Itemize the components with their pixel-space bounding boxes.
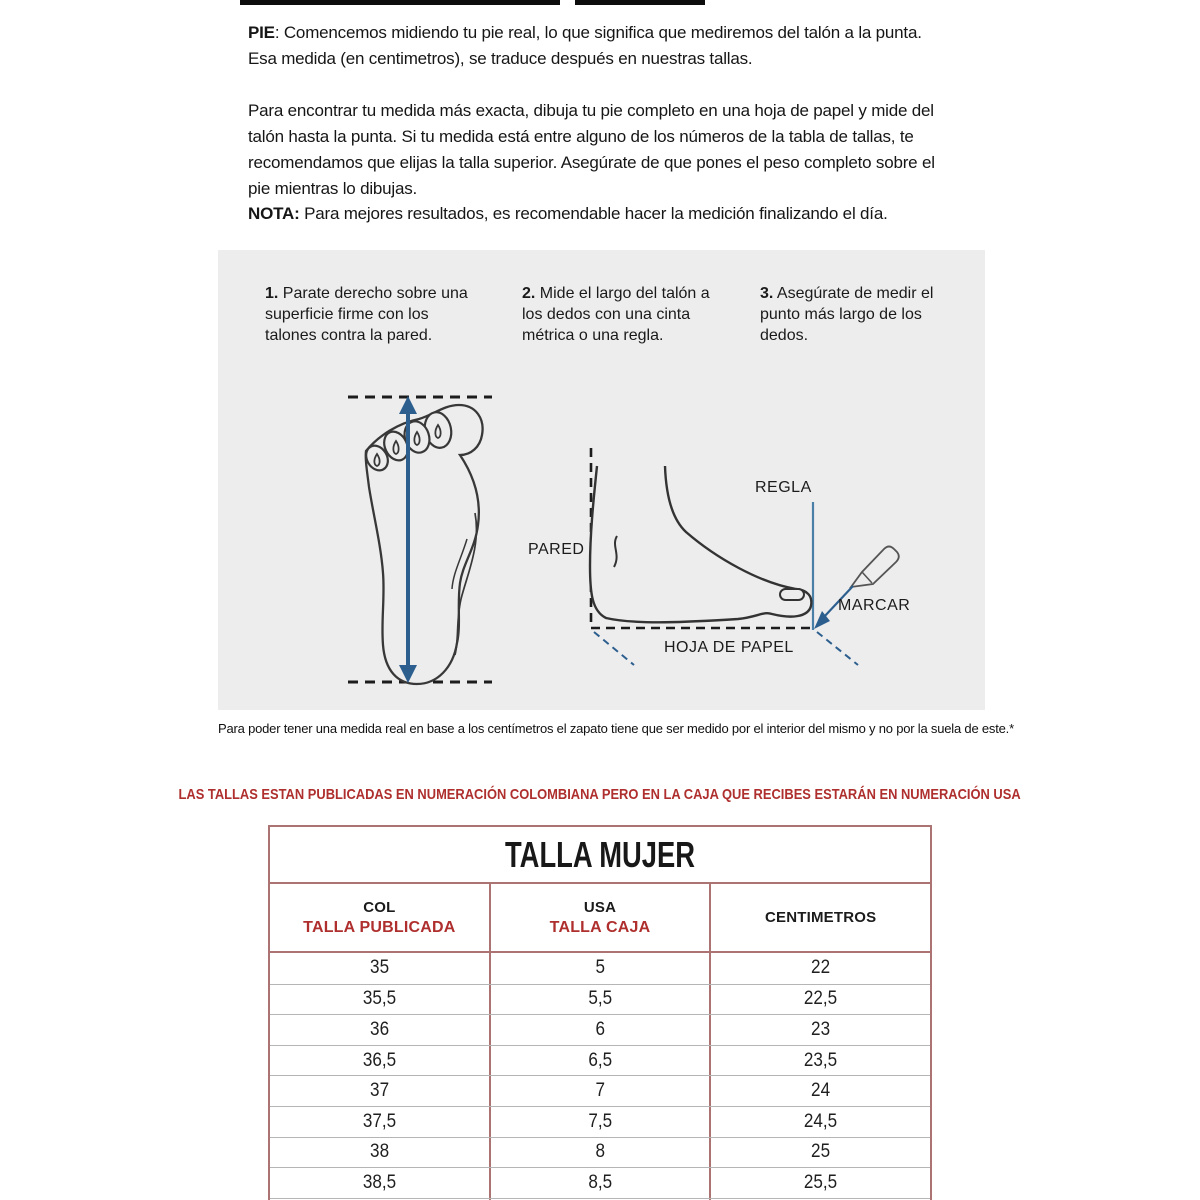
- cell-cm: 23,5: [709, 1046, 930, 1076]
- measurement-guide-panel: [218, 250, 985, 710]
- cell-col: 38,5: [362, 1171, 396, 1193]
- nota-label: NOTA:: [248, 204, 300, 223]
- footnote-text: Para poder tener una medida real en base a los centímetros el zapato tiene que ser medido por el interior del mismo y no por la suela de este.*: [218, 721, 1014, 736]
- cell-cm: 25,5: [709, 1168, 930, 1198]
- cropped-heading-bar-2: [575, 0, 705, 5]
- cell-col: 37: [369, 1080, 389, 1102]
- header-col-line1: COL: [363, 898, 396, 916]
- regla-label: REGLA: [755, 479, 812, 496]
- header-centimetros-line1: CENTIMETROS: [764, 909, 877, 926]
- cell-cm: 23: [709, 1015, 930, 1045]
- table-row: [270, 1075, 930, 1106]
- size-table-title-text: TALLA MUJER: [504, 833, 695, 875]
- step-1-text: Parate derecho sobre una superficie firme con los talones contra la pared.: [265, 285, 468, 344]
- table-row: [270, 1045, 930, 1076]
- cell-col: 36,5: [362, 1049, 396, 1071]
- cell-usa: 8,5: [489, 1168, 710, 1198]
- header-usa-line2: TALLA CAJA: [549, 918, 651, 936]
- cell-cm: 25: [709, 1138, 930, 1168]
- table-row: [270, 1137, 930, 1168]
- nota-text: Para mejores resultados, es recomendable hacer la medición finalizando el día.: [299, 204, 888, 223]
- cell-usa: 7: [489, 1076, 710, 1106]
- cropped-heading-bar: [240, 0, 560, 5]
- header-col: [270, 884, 489, 951]
- step-3: [760, 283, 938, 346]
- marcar-label: MARCAR: [838, 597, 911, 614]
- cell-usa: 6,5: [489, 1046, 710, 1076]
- header-col-line2: TALLA PUBLICADA: [303, 918, 456, 936]
- cell-cm: 22: [709, 953, 930, 984]
- size-table-header: [270, 884, 930, 953]
- table-row: [270, 1106, 930, 1137]
- cell-usa: 7,5: [489, 1107, 710, 1137]
- measurement-footnote: [218, 721, 1014, 736]
- size-table-title: [270, 827, 930, 884]
- cell-cm: 24: [709, 1076, 930, 1106]
- foot-sole-diagram: [338, 383, 502, 703]
- cell-usa: 5,5: [489, 985, 710, 1015]
- pie-label: PIE: [248, 23, 275, 42]
- pencil-icon: [851, 547, 899, 588]
- header-usa: [489, 884, 710, 951]
- toenail: [780, 589, 804, 600]
- cell-col: 38: [369, 1141, 389, 1163]
- measure-text: Para encontrar tu medida más exacta, dibuja tu pie completo en una hoja de papel y mide del talón hasta la punta. Si tu medida está entre alguno de los números de la tabla de tallas, te recomendamos que elijas la talla superior. Asegúrate de que pones el peso completo sobre el pie mientras lo dibujas.: [248, 101, 935, 198]
- foot-side-diagram: [520, 440, 920, 685]
- header-centimetros: [709, 884, 930, 951]
- step-2: [522, 283, 720, 346]
- intro-paragraph-measure: [248, 98, 948, 202]
- cell-col: 36: [369, 1018, 389, 1040]
- cell-usa: 5: [489, 953, 710, 984]
- paper-corner-left-dashed: [594, 632, 634, 665]
- intro-paragraph-nota: [248, 201, 948, 227]
- hoja-de-papel-label: HOJA DE PAPEL: [664, 639, 794, 656]
- step-1-number: 1.: [265, 285, 279, 302]
- header-usa-line1: USA: [583, 898, 617, 916]
- table-row: [270, 953, 930, 984]
- cell-col: 37,5: [362, 1110, 396, 1132]
- sizing-notice: [0, 786, 1200, 803]
- step-1: [265, 283, 473, 346]
- sizing-notice-text: LAS TALLAS ESTAN PUBLICADAS EN NUMERACIÓN COLOMBIANA PERO EN LA CAJA QUE RECIBES ESTARÁN EN NUMERACIÓN USA: [178, 786, 1022, 803]
- table-row: [270, 984, 930, 1015]
- step-3-number: 3.: [760, 285, 774, 302]
- step-3-text: Asegúrate de medir el punto más largo de los dedos.: [760, 285, 934, 344]
- cell-col: 35: [369, 957, 389, 979]
- cell-col: 35,5: [362, 988, 396, 1010]
- table-row: [270, 1014, 930, 1045]
- intro-paragraph-pie: [248, 20, 948, 72]
- size-table: [268, 825, 932, 1200]
- table-row: [270, 1167, 930, 1198]
- step-2-text: Mide el largo del talón a los dedos con una cinta métrica o una regla.: [522, 285, 710, 344]
- pie-text: : Comencemos midiendo tu pie real, lo que significa que mediremos del talón a la punta. Esa medida (en centimetros), se traduce después en nuestras tallas.: [248, 23, 922, 68]
- cell-cm: 24,5: [709, 1107, 930, 1137]
- pared-label: PARED: [528, 541, 585, 558]
- paper-corner-right-dashed: [817, 632, 858, 665]
- step-2-number: 2.: [522, 285, 536, 302]
- cell-cm: 22,5: [709, 985, 930, 1015]
- cell-usa: 6: [489, 1015, 710, 1045]
- cell-usa: 8: [489, 1138, 710, 1168]
